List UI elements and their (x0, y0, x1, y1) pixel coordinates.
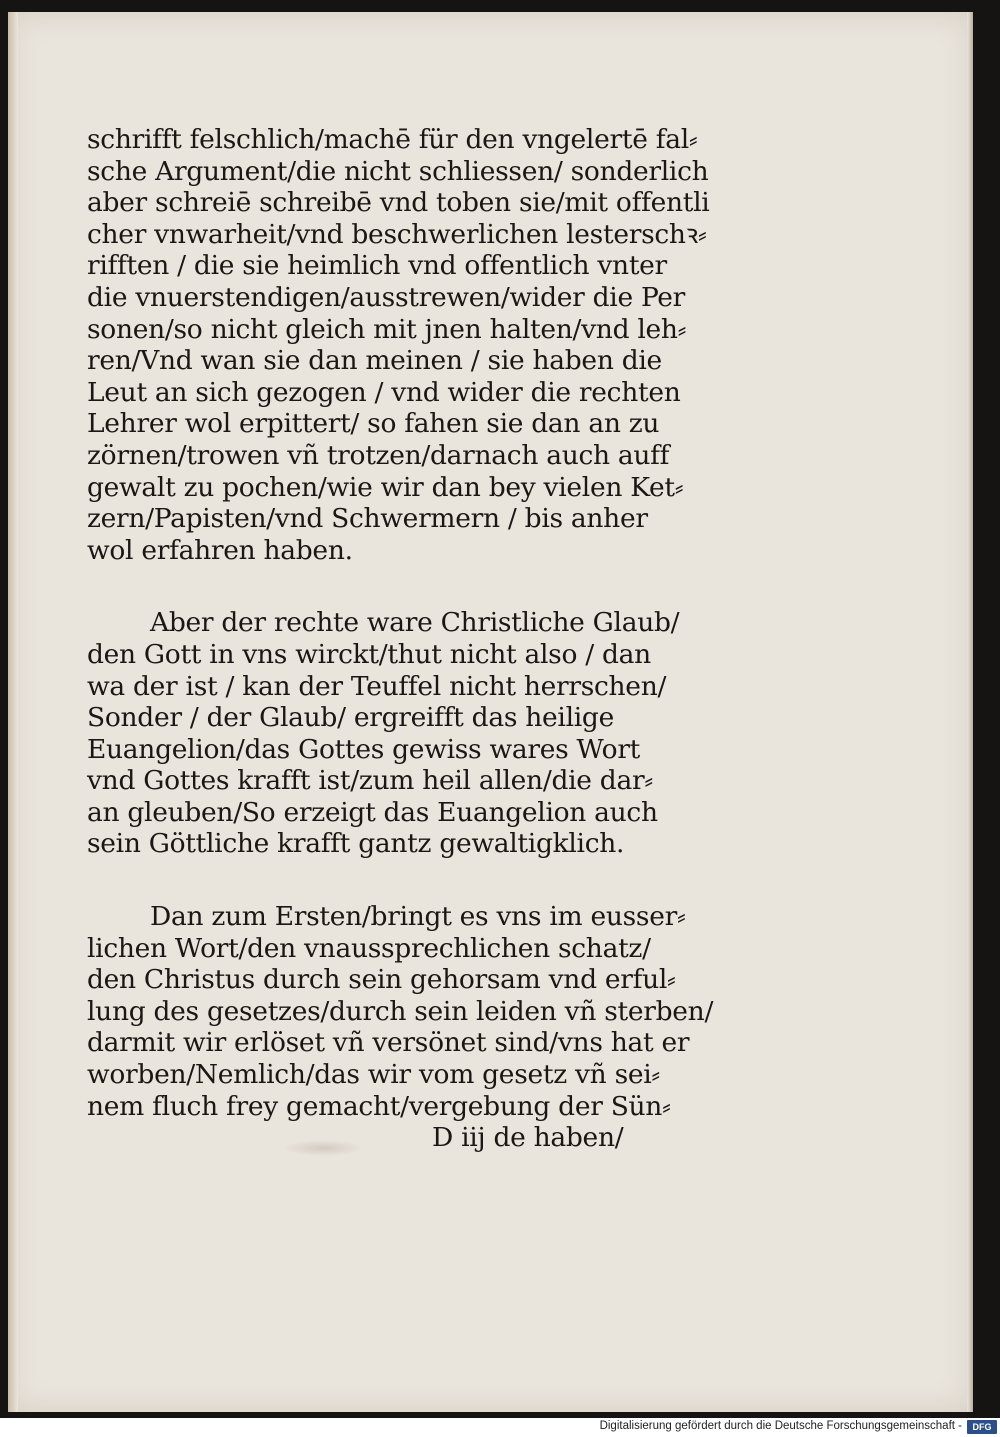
text-line: sonen/so nicht gleich mit jnen halten/vnd leh⸗ (87, 313, 687, 345)
footer-bar (0, 1418, 1000, 1437)
text-line: sein Göttliche krafft gantz gewaltigklich. (87, 828, 625, 860)
text-line: Lehrer wol erpittert/ so fahen sie dan an zu (87, 408, 660, 440)
text-line: an gleuben/So erzeigt das Euangelion auch (87, 796, 658, 828)
text-line: sche Argument/die nicht schliessen/ sonderlich (87, 155, 709, 187)
text-line: nem fluch frey gemacht/vergebung der Sün⸗ (87, 1090, 671, 1122)
text-line: wol erfahren haben. (87, 534, 353, 566)
text-line: Leut an sich gezogen / vnd wider die rechten (87, 376, 681, 408)
text-line: Euangelion/das Gottes gewiss wares Wort (87, 733, 641, 765)
faint-stamp-mark (283, 1140, 363, 1156)
page-gutter-shadow (8, 12, 18, 1412)
text-line: die vnuerstendigen/ausstrewen/wider die Per (87, 281, 686, 313)
text-line: cher vnwarheit/vnd beschwerlichen lesterschꝛ⸗ (87, 218, 707, 250)
text-line: schrifft felschlich/machē für den vngelertē fal⸗ (87, 124, 698, 155)
text-line: aber schreiē schreibē vnd toben sie/mit offentli (87, 187, 710, 219)
text-line: wa der ist / kan der Teuffel nicht herrschen/ (87, 670, 667, 702)
book-page (8, 12, 973, 1412)
page-text (87, 124, 714, 1154)
text-line: vnd Gottes krafft ist/zum heil allen/die dar⸗ (87, 765, 653, 797)
funding-credit: Digitalisierung gefördert durch die Deutsche Forschungsgemeinschaft - (599, 1420, 962, 1432)
text-line: gewalt zu pochen/wie wir dan bey vielen Ket⸗ (87, 471, 684, 503)
text-line: worben/Nemlich/das wir vom gesetz vñ sei⸗ (87, 1059, 660, 1091)
signature-catchword-line: D iij de haben/ (432, 1122, 624, 1154)
text-line: Dan zum Ersten/bringt es vns im eusser⸗ (150, 901, 686, 933)
paragraph-1 (87, 124, 710, 566)
dfg-logo-icon: DFG (967, 1420, 997, 1434)
text-line: den Gott in vns wirckt/thut nicht also / dan (87, 638, 651, 670)
text-line: zörnen/trowen vñ trotzen/darnach auch auff (87, 439, 670, 471)
text-line: lung des gesetzes/durch sein leiden vñ sterben/ (87, 995, 714, 1027)
text-line: darmit wir erlöset vñ versönet sind/vns hat er (87, 1027, 690, 1059)
text-line: den Christus durch sein gehorsam vnd erful⸗ (87, 964, 676, 996)
paragraph-3 (87, 901, 714, 1154)
text-line: ren/Vnd wan sie dan meinen / sie haben die (87, 345, 662, 377)
page-edge-shadow (967, 12, 973, 1412)
paragraph-2 (87, 607, 687, 860)
text-line: lichen Wort/den vnaussprechlichen schatz/ (87, 932, 651, 964)
text-line: Sonder / der Glaub/ ergreifft das heilige (87, 702, 614, 734)
text-line: Aber der rechte ware Christliche Glaub/ (150, 607, 680, 639)
text-line: zern/Papisten/vnd Schwermern / bis anher (87, 503, 648, 535)
text-line: rifften / die sie heimlich vnd offentlich vnter (87, 250, 667, 282)
